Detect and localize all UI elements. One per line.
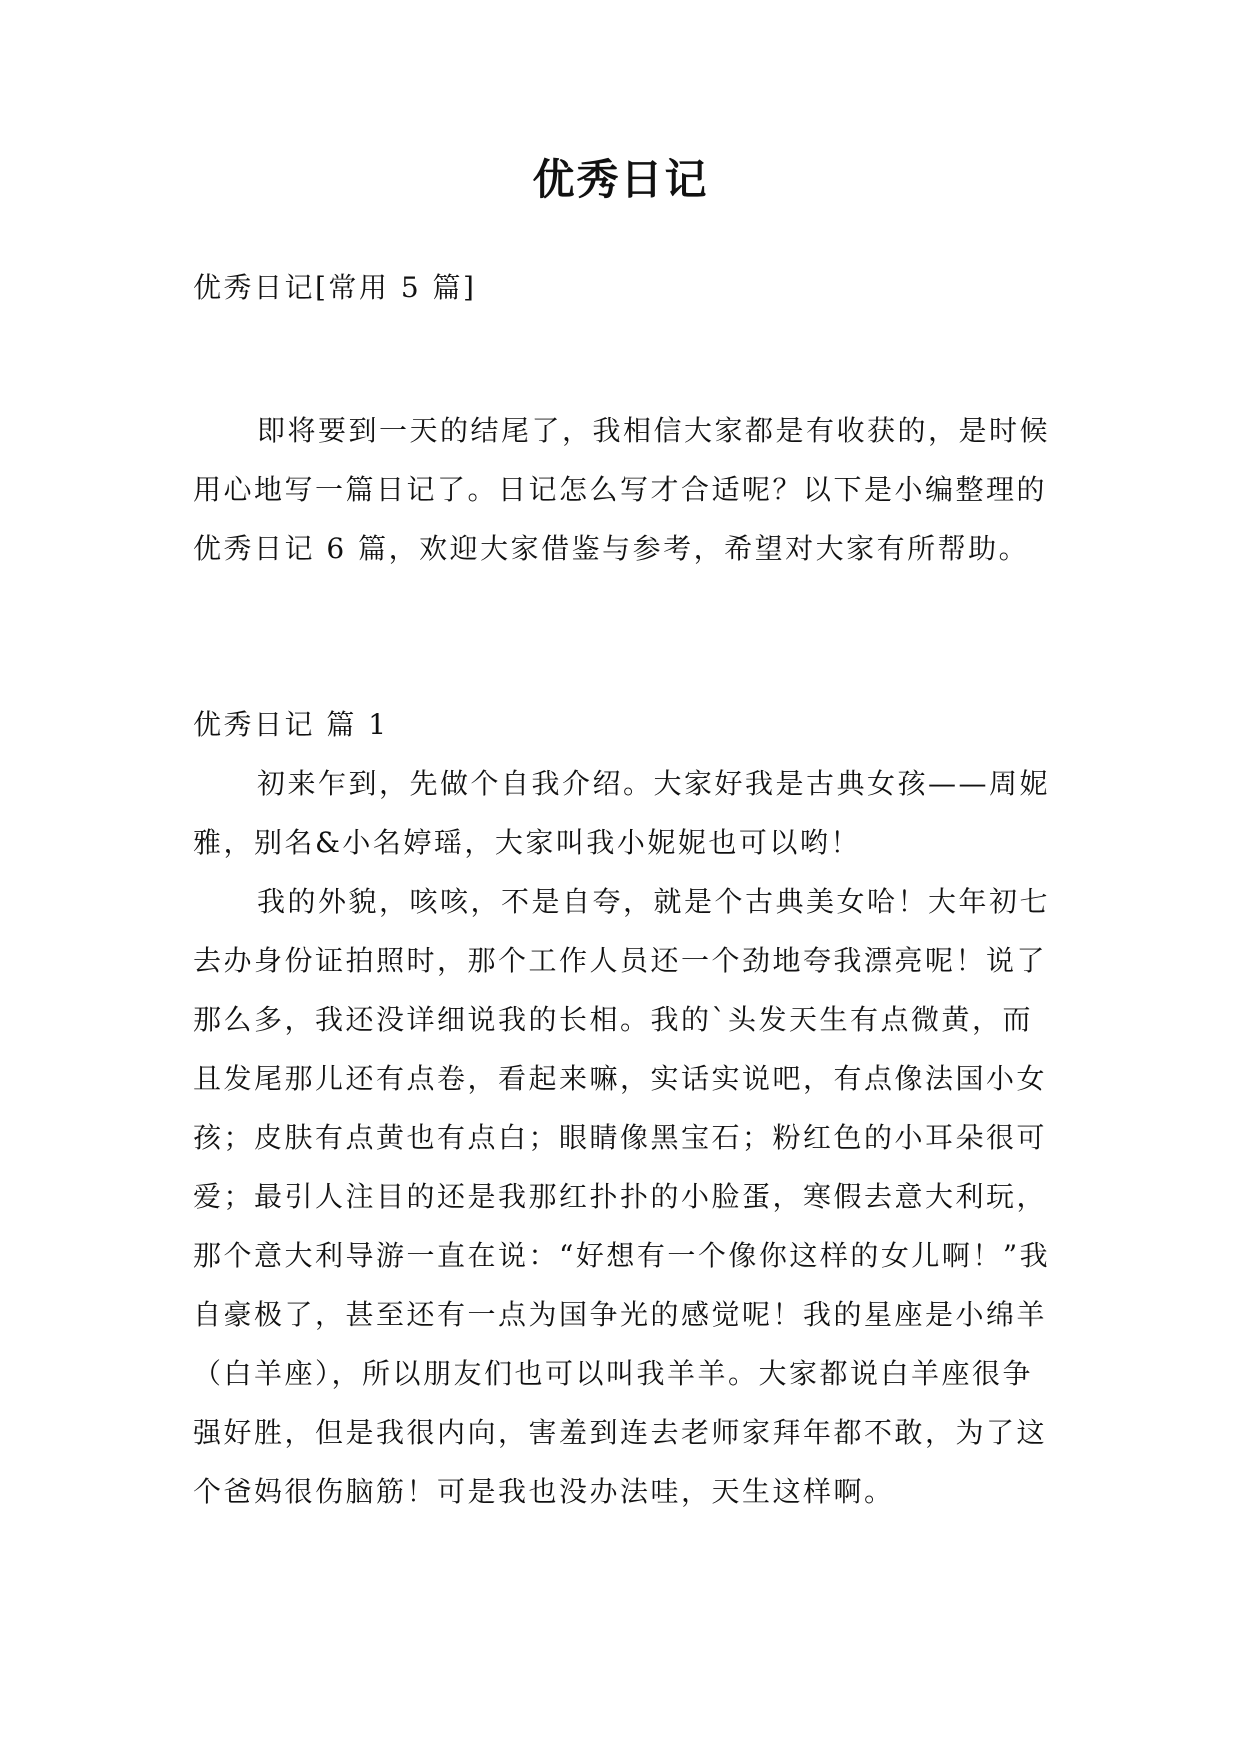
body-paragraph: 我的外貌，咳咳，不是自夸，就是个古典美女哈！大年初七去办身份证拍照时，那个工作人员还一个劲地夸我漂亮呢！说了那么多，我还没详细说我的长相。我的`头发天生有点微黄，而且发尾那儿还有点卷，看起来嘛，实话实说吧，有点像法国小女孩；皮肤有点黄也有点白；眼睛像黑宝石；粉红色的小耳朵很可爱；最引人注目的还是我那红扑扑的小脸蛋，寒假去意大利玩，那个意大利导游一直在说：“好想有一个像你这样的女儿啊！”我自豪极了，甚至还有一点为国争光的感觉呢！我的星座是小绵羊（白羊座），所以朋友们也可以叫我羊羊。大家都说白羊座很争强好胜，但是我很内向，害羞到连去老师家拜年都不敢，为了这个爸妈很伤脑筋！可是我也没办法哇，天生这样啊。 [193, 885, 1051, 1508]
document-title: 优秀日记 [532, 155, 709, 204]
intro-paragraph: 即将要到一天的结尾了，我相信大家都是有收获的，是时候用心地写一篇日记了。日记怎么写才合适呢？以下是小编整理的优秀日记 6 篇，欢迎大家借鉴与参考，希望对大家有所帮助。 [193, 414, 1051, 565]
section-heading: 优秀日记 篇 1 [193, 708, 389, 741]
body-paragraph: 初来乍到，先做个自我介绍。大家好我是古典女孩——周妮雅，别名&小名婷瑶，大家叫我小妮妮也可以哟！ [193, 767, 1051, 859]
document-subtitle: 优秀日记[常用 5 篇] [193, 271, 477, 304]
